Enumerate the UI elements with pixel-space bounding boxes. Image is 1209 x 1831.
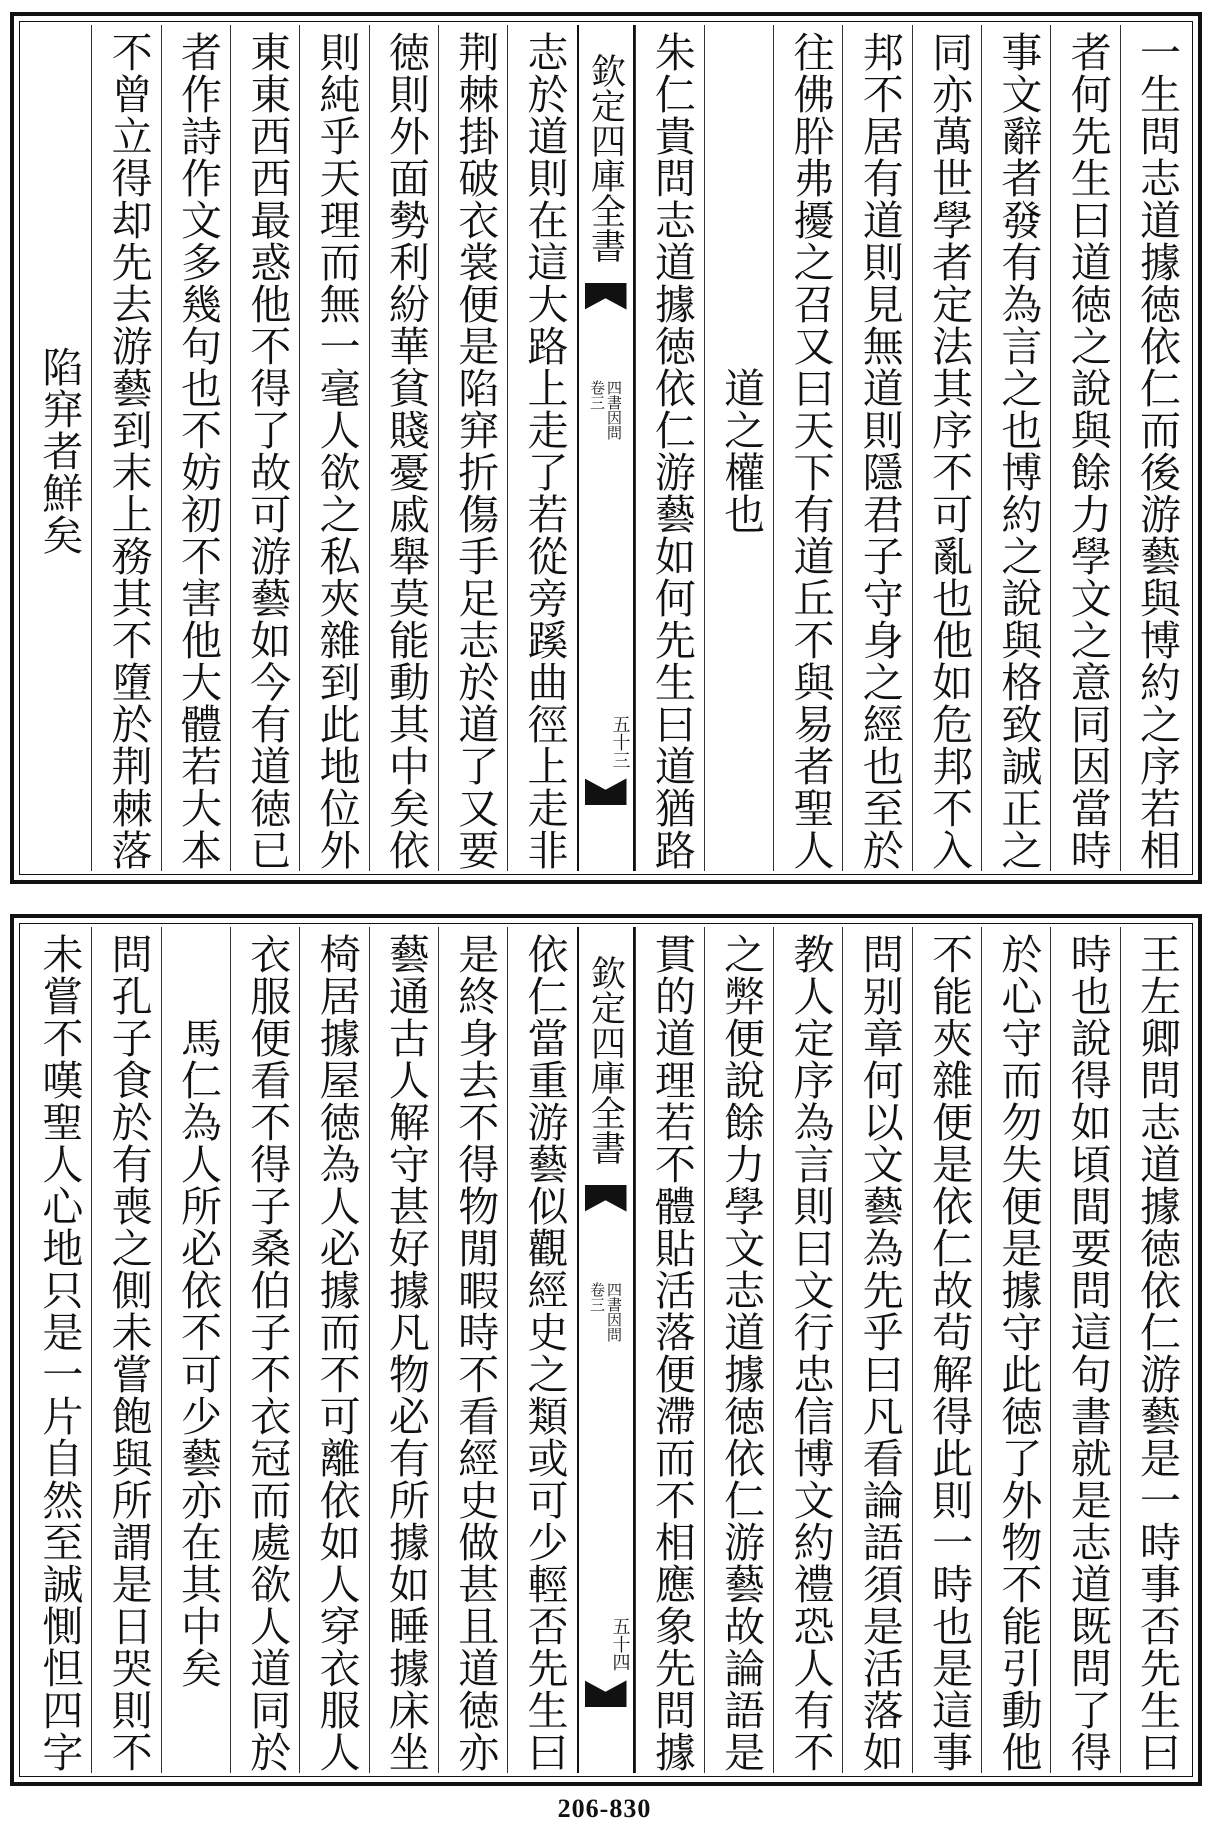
fish-tail-mark-icon — [585, 1669, 627, 1707]
volume-info — [581, 380, 631, 440]
book-title: 欽定四庫全書 — [585, 53, 626, 263]
text-column: 不能夾雜便是依仁故茍解得此則一時也是這事 — [912, 927, 981, 1773]
volume-number: 卷三 — [588, 380, 606, 410]
text-column: 時也說得如頃間要問這句書就是志道既問了得 — [1050, 927, 1119, 1773]
text-column: 邦不居有道則見無道則隱君子守身之經也至於 — [842, 25, 911, 871]
text-column: 徳則外面勢利紛華貧賤憂戚舉莫能動其中矣依 — [369, 25, 438, 871]
book-name: 四書因問 — [605, 380, 623, 440]
text-column: 於心守而勿失便是據守此徳了外物不能引動他 — [981, 927, 1050, 1773]
text-column: 問别章何以文藝為先乎曰凡看論語須是活落如 — [842, 927, 911, 1773]
text-column: 志於道則在這大路上走了若從旁蹊曲徑上走非 — [507, 25, 576, 871]
text-column: 椅居據屋徳為人必據而不可離依如人穿衣服人 — [299, 927, 368, 1773]
text-column: 王左卿問志道據徳依仁游藝是一時事否先生曰 — [1120, 927, 1189, 1773]
text-column: 之弊便說餘力學文志道據徳依仁游藝故論語是 — [704, 927, 773, 1773]
text-column: 是終身去不得物閒暇時不看經史做甚且道徳亦 — [438, 927, 507, 1773]
text-column: 藝通古人解守甚好據凡物必有所據如睡據床坐 — [369, 927, 438, 1773]
text-column: 不曾立得却先去游藝到末上務其不墮於荆棘落 — [91, 25, 160, 871]
text-column: 者作詩作文多幾句也不妨初不害他大體若大本 — [161, 25, 230, 871]
text-column: 衣服便看不得子桑伯子不衣冠而處欲人道同於 — [230, 927, 299, 1773]
book-title: 欽定四庫全書 — [585, 955, 626, 1165]
text-column: 未嘗不嘆聖人心地只是一片自然至誠惻怛四字 — [35, 933, 84, 1773]
columns-bottom — [23, 927, 1189, 1773]
book-name: 四書因問 — [605, 1282, 623, 1342]
text-column: 荆棘掛破衣裳便是陷穽折傷手足志於道了又要 — [438, 25, 507, 871]
text-column: 往佛肸弗擾之召又曰天下有道丘不與易者聖人 — [773, 25, 842, 871]
center-fold — [577, 25, 635, 871]
text-column: 者何先生曰道徳之說與餘力學文之意同因當時 — [1050, 25, 1119, 871]
text-column: 依仁當重游藝似觀經史之類或可少輕否先生曰 — [507, 927, 576, 1773]
fish-tail-mark-icon — [585, 1185, 627, 1223]
center-fold — [577, 927, 635, 1773]
leaf-number: 五十三 — [609, 715, 631, 769]
columns-top — [23, 25, 1189, 871]
text-column: 問孔子食於有喪之側未嘗飽與所謂是日哭則不 — [91, 927, 160, 1773]
leaf-number: 五十四 — [609, 1617, 631, 1671]
text-column: 東東西西最惑他不得了故可游藝如今有道徳已 — [230, 25, 299, 871]
text-column: 同亦萬世學者定法其序不可亂也他如危邦不入 — [912, 25, 981, 871]
text-column: 事文辭者發有為言之也博約之說與格致誠正之 — [981, 25, 1050, 871]
text-column: 一生問志道據徳依仁而後游藝與博約之序若相 — [1120, 25, 1189, 871]
text-column: 馬仁為人所必依不可少藝亦在其中矣 — [161, 927, 230, 1773]
text-column: 朱仁貴問志道據徳依仁游藝如何先生曰道猶路 — [635, 25, 704, 871]
fish-tail-mark-icon — [585, 767, 627, 805]
page-number: 206-830 — [557, 1794, 652, 1823]
text-column: 陷穽者鮮矣 — [35, 346, 84, 556]
text-column: 則純乎天理而無一毫人欲之私夾雜到此地位外 — [299, 25, 368, 871]
page-bottom — [10, 914, 1202, 1786]
text-column: 教人定序為言則曰文行忠信博文約禮恐人有不 — [773, 927, 842, 1773]
volume-number: 卷三 — [588, 1282, 606, 1312]
text-column: 道之權也 — [704, 25, 773, 871]
fish-tail-mark-icon — [585, 283, 627, 321]
volume-info — [581, 1282, 631, 1342]
text-column: 貫的道理若不體貼活落便滯而不相應象先問據 — [635, 927, 704, 1773]
page-top — [10, 12, 1202, 884]
